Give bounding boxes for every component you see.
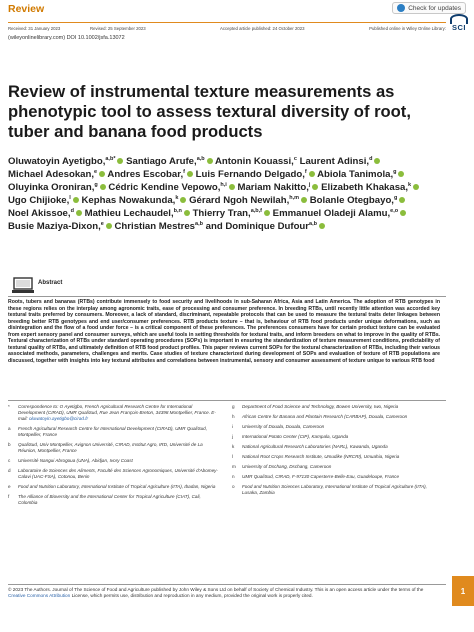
affiliation-text-body: Correspondence to: O Ayetigbo, French Agricultural Research Centre for International Development (CIRAD), UMR QualiSud, Rue Jean François-Breton, 34398 Montpellier, France. E-mail: [18, 404, 216, 421]
header-rule [8, 22, 446, 23]
sci-logo [450, 14, 468, 32]
affiliation-key: * [8, 404, 10, 409]
affiliation-text [242, 414, 444, 420]
author-name[interactable] [193, 208, 270, 219]
affiliation-text [242, 464, 444, 470]
orcid-icon[interactable] [400, 210, 406, 216]
author-affiliation-marker: a,b* [105, 155, 116, 162]
correspondence-email-link[interactable]: oluwatoyin.ayetigbo@cirad.fr [28, 416, 89, 421]
author-affiliation-marker: e [94, 168, 98, 175]
author-affiliation-marker: k [408, 181, 412, 188]
author-name[interactable] [108, 182, 234, 193]
affiliation-key: e [8, 484, 11, 489]
accepted-date: Accepted article published: 24 October 2023 [220, 26, 305, 31]
affiliation-item [232, 484, 444, 496]
section-label: Review [8, 3, 45, 15]
article-title: Review of instrumental texture measurements as phenotypic tool to assess textural diversity of root, tuber and banana food products [8, 82, 411, 141]
affiliation-text [242, 474, 444, 480]
author-affiliation-marker: c [293, 155, 297, 162]
author-name[interactable] [107, 169, 193, 180]
author-affiliation-marker: f [183, 168, 185, 175]
author-name-text: Kephas Nowakunda, [81, 195, 176, 206]
affiliation-item [8, 484, 218, 490]
author-name-text: Elizabeth Khakasa, [321, 182, 409, 193]
orcid-icon[interactable] [399, 197, 405, 203]
author-name-text: Luis Fernando Delgado, [195, 169, 305, 180]
published-online: Published online in Wiley Online Library: [369, 26, 446, 31]
affiliation-key: l [232, 454, 234, 459]
author-name-text: Michael Adesokan, [8, 169, 95, 180]
received-date: Received: 31 January 2023 [8, 26, 61, 31]
affiliation-text [242, 434, 444, 440]
affiliation-item [8, 404, 218, 422]
affiliation-key: h [232, 414, 235, 419]
author-affiliation-marker: e [100, 220, 104, 227]
author-name-text: Laurent Adinsi, [299, 156, 370, 167]
affiliation-text-body: Department of Food Science and Technology, Bowen University, Iwo, Nigeria [242, 404, 399, 409]
affiliation-text-body: Université Nangui Abrogoua (UNA), Abidjan, Ivory Coast [18, 458, 133, 463]
affiliation-item [232, 434, 444, 440]
author-name[interactable] [8, 208, 82, 219]
orcid-icon[interactable] [76, 210, 82, 216]
affiliation-key: j [232, 434, 234, 439]
affiliation-key: c [8, 458, 11, 463]
doi[interactable]: (wileyonlinelibrary.com) DOI 10.1002/jsfa.13072 [8, 35, 125, 41]
affiliation-text [18, 458, 218, 464]
orcid-icon[interactable] [301, 197, 307, 203]
copyright-text: © 2023 The Authors. Journal of The Science of Food and Agriculture published by John Wiley & Sons Ltd on behalf of Society of Chemical Industry. This is an open access article under the terms of the [8, 587, 424, 592]
orcid-icon[interactable] [374, 158, 380, 164]
affiliation-item [8, 442, 218, 454]
author-name-text: Bolanle Otegbayo, [309, 195, 394, 206]
orcid-icon[interactable] [99, 171, 105, 177]
check-updates-label: Check for updates [408, 4, 461, 12]
affiliation-text-body: The Alliance of Bioversity and the International Center for Tropical Agriculture (CIAT), Cali, Colombia [18, 494, 201, 505]
footnote-divider [8, 400, 446, 401]
orcid-icon[interactable] [187, 171, 193, 177]
page-number: 1 [452, 576, 474, 606]
affiliation-item [232, 444, 444, 450]
affiliations-left [8, 404, 218, 510]
affiliation-text [18, 484, 218, 490]
cc-license-link[interactable]: Creative Commons Attribution [8, 593, 71, 599]
author-name[interactable] [8, 156, 123, 167]
author-name-text: Mathieu Lechaudel, [84, 208, 174, 219]
author-name[interactable] [317, 169, 404, 180]
affiliations-right [232, 404, 444, 500]
author-affiliation-marker: d [369, 155, 373, 162]
author-name[interactable] [206, 221, 325, 232]
affiliation-text [18, 468, 218, 480]
author-name-text: Ugo Chijioke, [8, 195, 70, 206]
article-dates [8, 26, 446, 31]
author-affiliation-marker: f [304, 168, 307, 175]
affiliation-item [8, 426, 218, 438]
author-name-text: Emmanuel Oladeji Alamu, [272, 208, 391, 219]
author-name-text: Abiola Tanimola, [317, 169, 394, 180]
author-name-text: Christian Mestres [114, 221, 196, 232]
orcid-icon[interactable] [73, 197, 79, 203]
affiliation-text-body: Food and Nutrition Sciences Laboratory, International Institute of Tropical Agriculture (IITA), Lusaka, Zambia [242, 484, 427, 495]
author-name[interactable] [115, 221, 203, 232]
author-affiliation-marker: h,i [220, 181, 227, 188]
affiliation-text [242, 484, 444, 496]
author-affiliation-marker: j [308, 181, 311, 188]
affiliation-text-body: UMR QualiSud, CIRAD, F-97130 Capesterre-Belle-Eau, Guadeloupe, France [242, 474, 400, 479]
affiliation-text [18, 404, 218, 422]
author-affiliation-marker: b,n [173, 207, 182, 214]
orcid-icon[interactable] [398, 171, 404, 177]
author-affiliation-marker: e,o [390, 207, 399, 214]
author-list [8, 155, 448, 233]
author-name[interactable] [82, 195, 187, 206]
affiliation-item [8, 494, 218, 506]
affiliation-item [232, 454, 444, 460]
affiliation-key: a [8, 426, 11, 431]
affiliation-text-body: University of Douala, Douala, Cameroon [242, 424, 325, 429]
author-name-text: Gérard Ngoh Newilah, [189, 195, 290, 206]
affiliation-key: d [8, 468, 11, 473]
affiliation-key: i [232, 424, 234, 429]
author-name[interactable] [8, 221, 112, 232]
author-affiliation-marker: k [175, 194, 179, 201]
author-name-text: and Dominique Dufour [205, 221, 310, 232]
author-name-text: Antonin Kouassi, [214, 156, 294, 167]
author-name-text: Cédric Kendine Vepowo, [108, 182, 221, 193]
affiliation-text-body: French Agricultural Research Centre for International Development (CIRAD), UMR QualiSud, Montpellier, France [18, 426, 208, 437]
affiliation-text [242, 424, 444, 430]
author-name-text: Oluyinka Oroniran, [8, 182, 95, 193]
abstract-heading: Abstract [38, 280, 63, 286]
author-name[interactable] [321, 182, 419, 193]
author-name[interactable] [300, 156, 381, 167]
author-name[interactable] [196, 169, 315, 180]
orcid-icon[interactable] [184, 210, 190, 216]
author-name-text: Andres Escobar, [107, 169, 184, 180]
affiliation-text-body: Food and Nutrition Laboratory, International Institute of Tropical Agriculture (IITA), Ibadan, Nigeria [18, 484, 216, 489]
affiliation-item [232, 404, 444, 410]
check-for-updates-button[interactable] [392, 2, 466, 14]
affiliation-key: o [232, 484, 235, 489]
affiliation-text-body: National Root Crops Research Institute, Umudike (NRCRI), Umuahia, Nigeria [242, 454, 400, 459]
copyright-divider [8, 584, 446, 585]
affiliation-item [8, 468, 218, 480]
author-affiliation-marker: g [94, 181, 98, 188]
author-affiliation-marker: a,b [196, 155, 205, 162]
orcid-icon[interactable] [312, 184, 318, 190]
author-name[interactable] [8, 169, 105, 180]
affiliation-key: g [232, 404, 235, 409]
orcid-icon[interactable] [229, 184, 235, 190]
computer-icon [12, 277, 34, 294]
affiliation-key: k [232, 444, 235, 449]
revised-date: Revised: 25 September 2023 [90, 26, 146, 31]
author-affiliation-marker: h,m [289, 194, 300, 201]
author-affiliation-marker: d [70, 207, 74, 214]
affiliation-item [232, 424, 444, 430]
author-name-text: Oluwatoyin Ayetigbo, [8, 156, 106, 167]
author-name[interactable] [126, 156, 213, 167]
affiliation-key: m [232, 464, 236, 469]
affiliation-text-body: University of Dschang, Dschang, Cameroon [242, 464, 332, 469]
affiliation-text-body: African Centre for Banana and Plantain Research (CARBAP), Douala, Cameroon [242, 414, 408, 419]
author-name-text: Thierry Tran, [192, 208, 251, 219]
orcid-icon[interactable] [264, 210, 270, 216]
orcid-icon[interactable] [207, 158, 213, 164]
orcid-icon[interactable] [413, 184, 419, 190]
affiliation-text [242, 444, 444, 450]
author-affiliation-marker: g [393, 168, 397, 175]
orcid-icon[interactable] [100, 184, 106, 190]
affiliation-text [18, 426, 218, 438]
author-affiliation-marker: a,b,f [250, 207, 262, 214]
affiliation-item [232, 414, 444, 420]
affiliation-key: b [8, 442, 11, 447]
copyright-text-end: License, which permits use, distribution and reproduction in any medium, provided the original work is properly cited. [70, 593, 313, 599]
author-name[interactable] [8, 182, 106, 193]
author-name[interactable] [8, 195, 79, 206]
update-icon [397, 4, 405, 12]
author-name-text: Santiago Arufe, [126, 156, 197, 167]
affiliation-item [8, 458, 218, 464]
author-name[interactable] [273, 208, 406, 219]
orcid-icon[interactable] [319, 223, 325, 229]
author-name[interactable] [215, 156, 297, 167]
author-name-text: Noel Akissoe, [8, 208, 71, 219]
affiliation-text [18, 494, 218, 506]
affiliation-text [242, 404, 444, 410]
copyright-notice [8, 587, 440, 599]
affiliation-text-body: QualiSud, Univ Montpellier, Avignon Université, CIRAD, Institut Agro, IRD, Université de La Réunion, Montpellier, France [18, 442, 203, 453]
abstract-text: Roots, tubers and bananas (RTBs) contribute immensely to food security and livelihoods in sub-Saharan Africa, Asia and Latin America. The adoption of RTB genotypes in these regions relies on the interplay among agronomic traits, ease of processing and consumer preference. In breeding RTBs, until recently little attention was accorded key textural traits preferred by consumers. Moreover, a lack of standard, discriminant, repeatable protocols that can be used to measure the textural traits deter linkages between breeding better RTB genotypes and end user/consumer preferences. RTB products texture – that is, behaviour of RTB food products under unique deformations, such as disintegration and the flow of a food under force – is a critical component of these preferences. The preferences consumers have for certain product texture can be evaluated from expert sensory panel and consumer surveys, which are useful tools in setting thresholds for textural traits, and inform breeders on what to improve in the quality of RTBs. Textural characterization of RTBs under standard operating procedures (SOPs) is important in ensuring the standardization of texture measurement conditions, predictability of textural quality of RTBs, and ultimately definition of RTB food product profiles. This paper reviews current SOPs for the textural characterization of RTBs, including their various associated methods, parameters, challenges and merits. Case studies of texture characterized during development of SOPs and evaluation of texture of RTB populations are discussed, together with insights into key textural attributes and correlations between instrumental, sensory and consumer assessment of texture unique to various RTB food [8, 299, 440, 364]
author-affiliation-marker: l [69, 194, 71, 201]
orcid-icon[interactable] [117, 158, 123, 164]
affiliation-text [242, 454, 444, 460]
author-name[interactable] [310, 195, 406, 206]
affiliation-key: f [8, 494, 10, 499]
author-name-text: Busie Maziya-Dixon, [8, 221, 101, 232]
author-name[interactable] [189, 195, 307, 206]
author-name[interactable] [237, 182, 318, 193]
affiliation-item [232, 464, 444, 470]
author-name[interactable] [85, 208, 190, 219]
affiliation-item [232, 474, 444, 480]
affiliation-text-body: National Agricultural Research Laboratories (NARL), Kawanda, Uganda [242, 444, 388, 449]
abstract-divider [8, 296, 446, 297]
author-affiliation-marker: a,b [195, 220, 203, 227]
orcid-icon[interactable] [180, 197, 186, 203]
author-affiliation-marker: a,b [309, 220, 317, 227]
orcid-icon[interactable] [309, 171, 315, 177]
author-affiliation-marker: g [393, 194, 398, 201]
affiliation-key: n [232, 474, 235, 479]
author-name-text: Mariam Nakitto, [237, 182, 309, 193]
sci-logo-text: SCI [451, 23, 466, 32]
affiliation-text-body: International Potato Center (CIP), Kampala, Uganda [242, 434, 349, 439]
affiliation-text [18, 442, 218, 454]
orcid-icon[interactable] [106, 223, 112, 229]
affiliation-text-body: Laboratoire de Sciences des Aliments, Faculté des Sciences Agronomiques, Université d'Abomey-Calavi (UAC-FSA), Cotonou, Benin [18, 468, 218, 479]
